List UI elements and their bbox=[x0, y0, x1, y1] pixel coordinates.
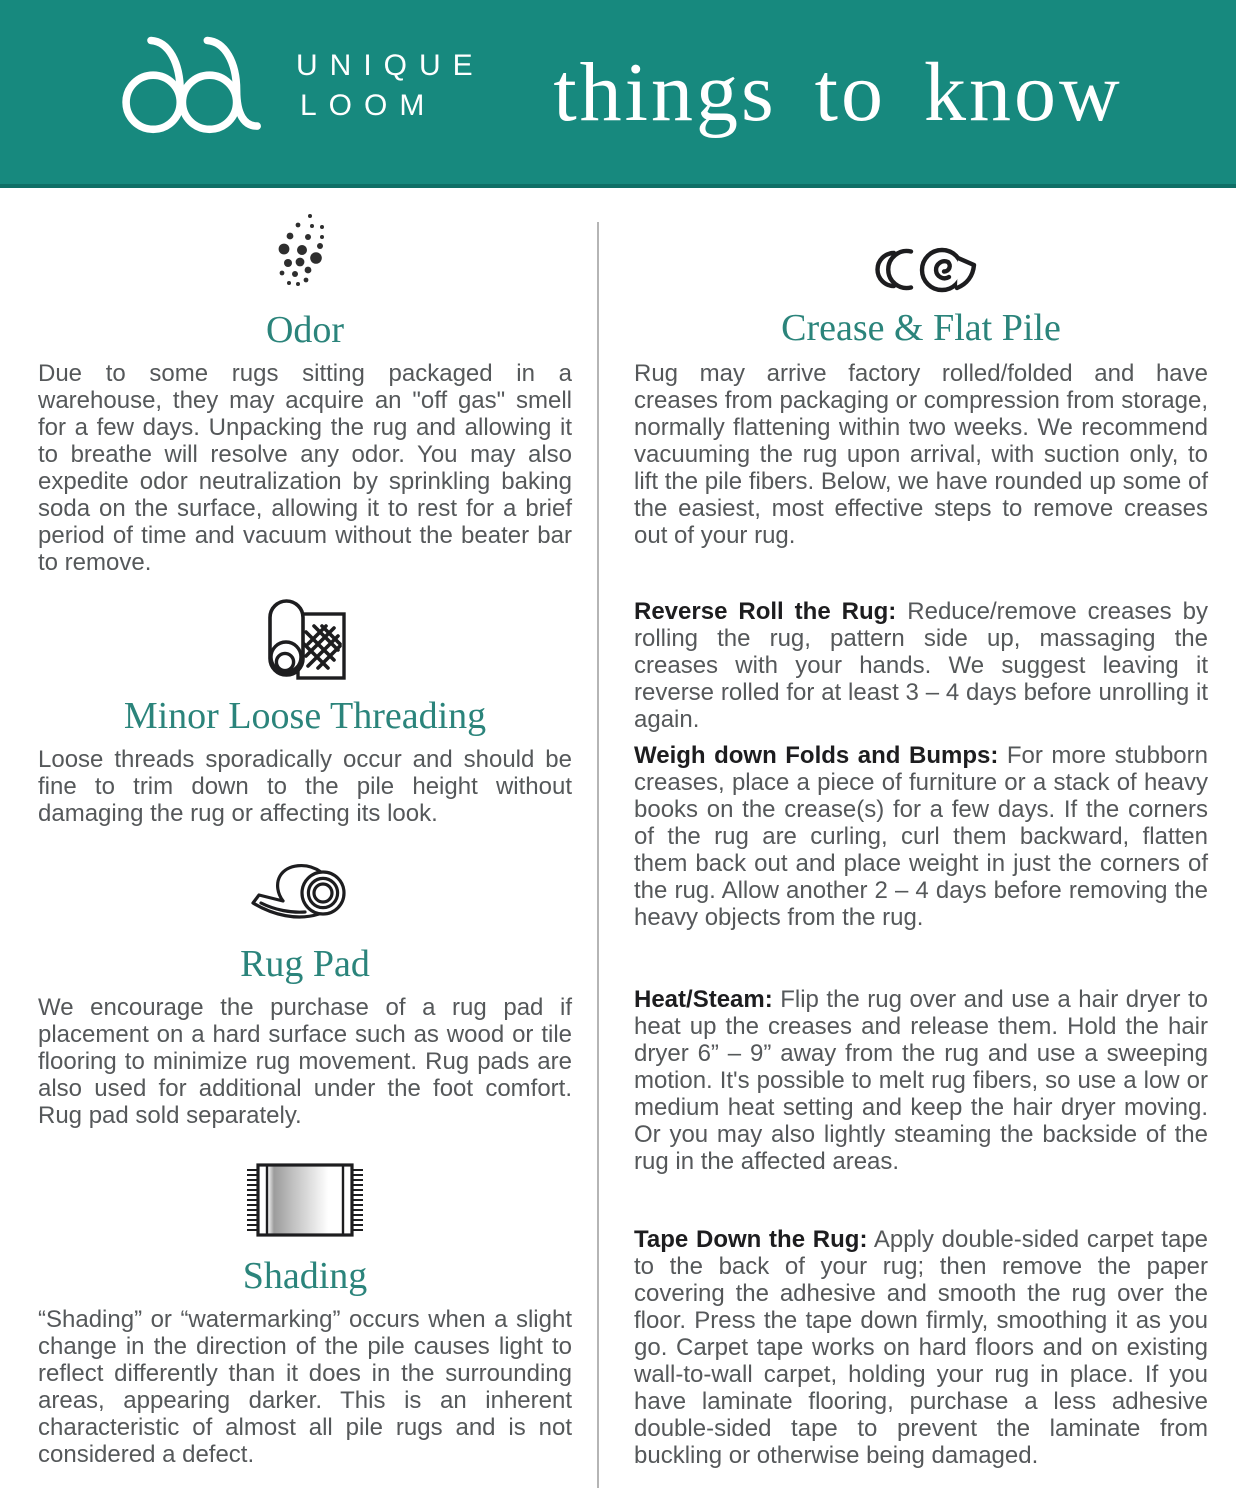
crease-intro-text: Rug may arrive factory rolled/folded and have creases from packaging or compression from storage, normally flattening within two weeks. We recommend vacuuming the rug upon arrival, with suction only, to lift the pile fibers. Below, we have rounded up some of the easiest, most effective steps to remove creases out of your rug. bbox=[634, 360, 1208, 549]
section-threading bbox=[38, 598, 572, 827]
crease-intro-block bbox=[634, 360, 1208, 549]
header-band bbox=[0, 0, 1236, 188]
tip-weigh-down-body: For more stubborn creases, place a piece of furniture or a stack of heavy books on the crease(s) for a few days. If the corners of the rug are curling, curl them backward, flatten them back out and place weight in just the corners of the rug. Allow another 2 – 4 days before removing the heavy objects from the rug. bbox=[634, 742, 1208, 931]
section-shading bbox=[38, 1162, 572, 1468]
brand-line1: UNIQUE bbox=[296, 49, 485, 82]
odor-dots-icon bbox=[38, 212, 572, 298]
crease-section-icon-slot bbox=[634, 246, 1208, 294]
tip-tape-down-body: Apply double-sided carpet tape to the back of your rug; then remove the paper covering the adhesive and smooth the rug over the floor. Press the tape down firmly, smoothing it as you go. Carpet tape works on hard floors and on existing wall-to-wall carpet, holding your rug in place. If you have laminate flooring, purchase a less adhesive double-sided tape to prevent the laminate from buckling or otherwise being damaged. bbox=[634, 1226, 1209, 1469]
tip-weigh-down-text bbox=[634, 742, 1208, 931]
rug-pad-roll-icon bbox=[38, 860, 572, 924]
rolled-rug-lattice-icon bbox=[38, 598, 572, 682]
section-odor bbox=[38, 212, 572, 576]
brand-wordmark bbox=[296, 46, 485, 126]
section-heading-rugpad: Rug Pad bbox=[240, 943, 370, 985]
tip-tape-down-label: Tape Down the Rug: bbox=[634, 1226, 868, 1253]
section-body-rugpad: We encourage the purchase of a rug pad if placement on a hard surface such as wood or tile flooring to minimize rug movement. Rug pads are also used for additional under the foot comfort. Rug pad sold separately. bbox=[38, 994, 572, 1129]
brand-logo bbox=[110, 34, 485, 138]
tip-heat-steam-text bbox=[634, 986, 1208, 1175]
section-heading-crease: Crease & Flat Pile bbox=[781, 307, 1061, 349]
page-title: things to know bbox=[553, 45, 1123, 139]
section-heading-odor: Odor bbox=[265, 309, 345, 351]
tip-tape-down bbox=[634, 1226, 1208, 1469]
tip-heat-steam-label: Heat/Steam: bbox=[634, 986, 773, 1013]
section-body-shading: “Shading” or “watermarking” occurs when a slight change in the direction of the pile causes light to reflect differently than it does in the surrounding areas, appearing darker. This is an inherent characteristic of almost all pile rugs and is not considered a defect. bbox=[38, 1306, 572, 1468]
section-heading-threading: Minor Loose Threading bbox=[123, 695, 487, 737]
tip-tape-down-text bbox=[634, 1226, 1208, 1469]
shaded-rug-fringe-icon bbox=[38, 1162, 572, 1238]
tip-weigh-down bbox=[634, 742, 1208, 931]
tip-reverse-roll-label: Reverse Roll the Rug: bbox=[634, 598, 897, 625]
tip-reverse-roll bbox=[634, 598, 1208, 733]
tip-heat-steam bbox=[634, 986, 1208, 1175]
rolled-rug-crease-icon bbox=[634, 246, 1208, 294]
tip-heat-steam-body: Flip the rug over and use a hair dryer to heat up the creases and release them. Hold the hair dryer 6” – 9” away from the rug and use a sweeping motion. It's possible to melt rug fibers, so use a low or medium heat setting and keep the hair dryer moving. Or you may also lightly steaming the backside of the rug in the affected areas. bbox=[634, 986, 1208, 1175]
tip-weigh-down-label: Weigh down Folds and Bumps: bbox=[634, 742, 999, 769]
section-heading-shading: Shading bbox=[242, 1255, 368, 1297]
tip-reverse-roll-text bbox=[634, 598, 1208, 733]
crease-section-heading-slot bbox=[634, 306, 1208, 358]
column-divider bbox=[597, 222, 599, 1488]
unique-loom-monogram-icon bbox=[110, 34, 270, 138]
section-body-threading: Loose threads sporadically occur and should be fine to trim down to the pile height without damaging the rug or affecting its look. bbox=[38, 746, 572, 827]
tip-reverse-roll-body: Reduce/remove creases by rolling the rug, pattern side up, massaging the creases with your hands. We suggest leaving it reverse rolled for at least 3 – 4 days before unrolling it again. bbox=[634, 598, 1209, 733]
brand-line2: LOOM bbox=[300, 89, 437, 122]
section-rugpad bbox=[38, 860, 572, 1129]
section-body-odor: Due to some rugs sitting packaged in a warehouse, they may acquire an "off gas" smell for a few days. Unpacking the rug and allowing it to breathe will resolve any odor. You may also expedite odor neutralization by sprinkling baking soda on the surface, allowing it to rest for a brief period of time and vacuum without the beater bar to remove. bbox=[38, 360, 572, 576]
